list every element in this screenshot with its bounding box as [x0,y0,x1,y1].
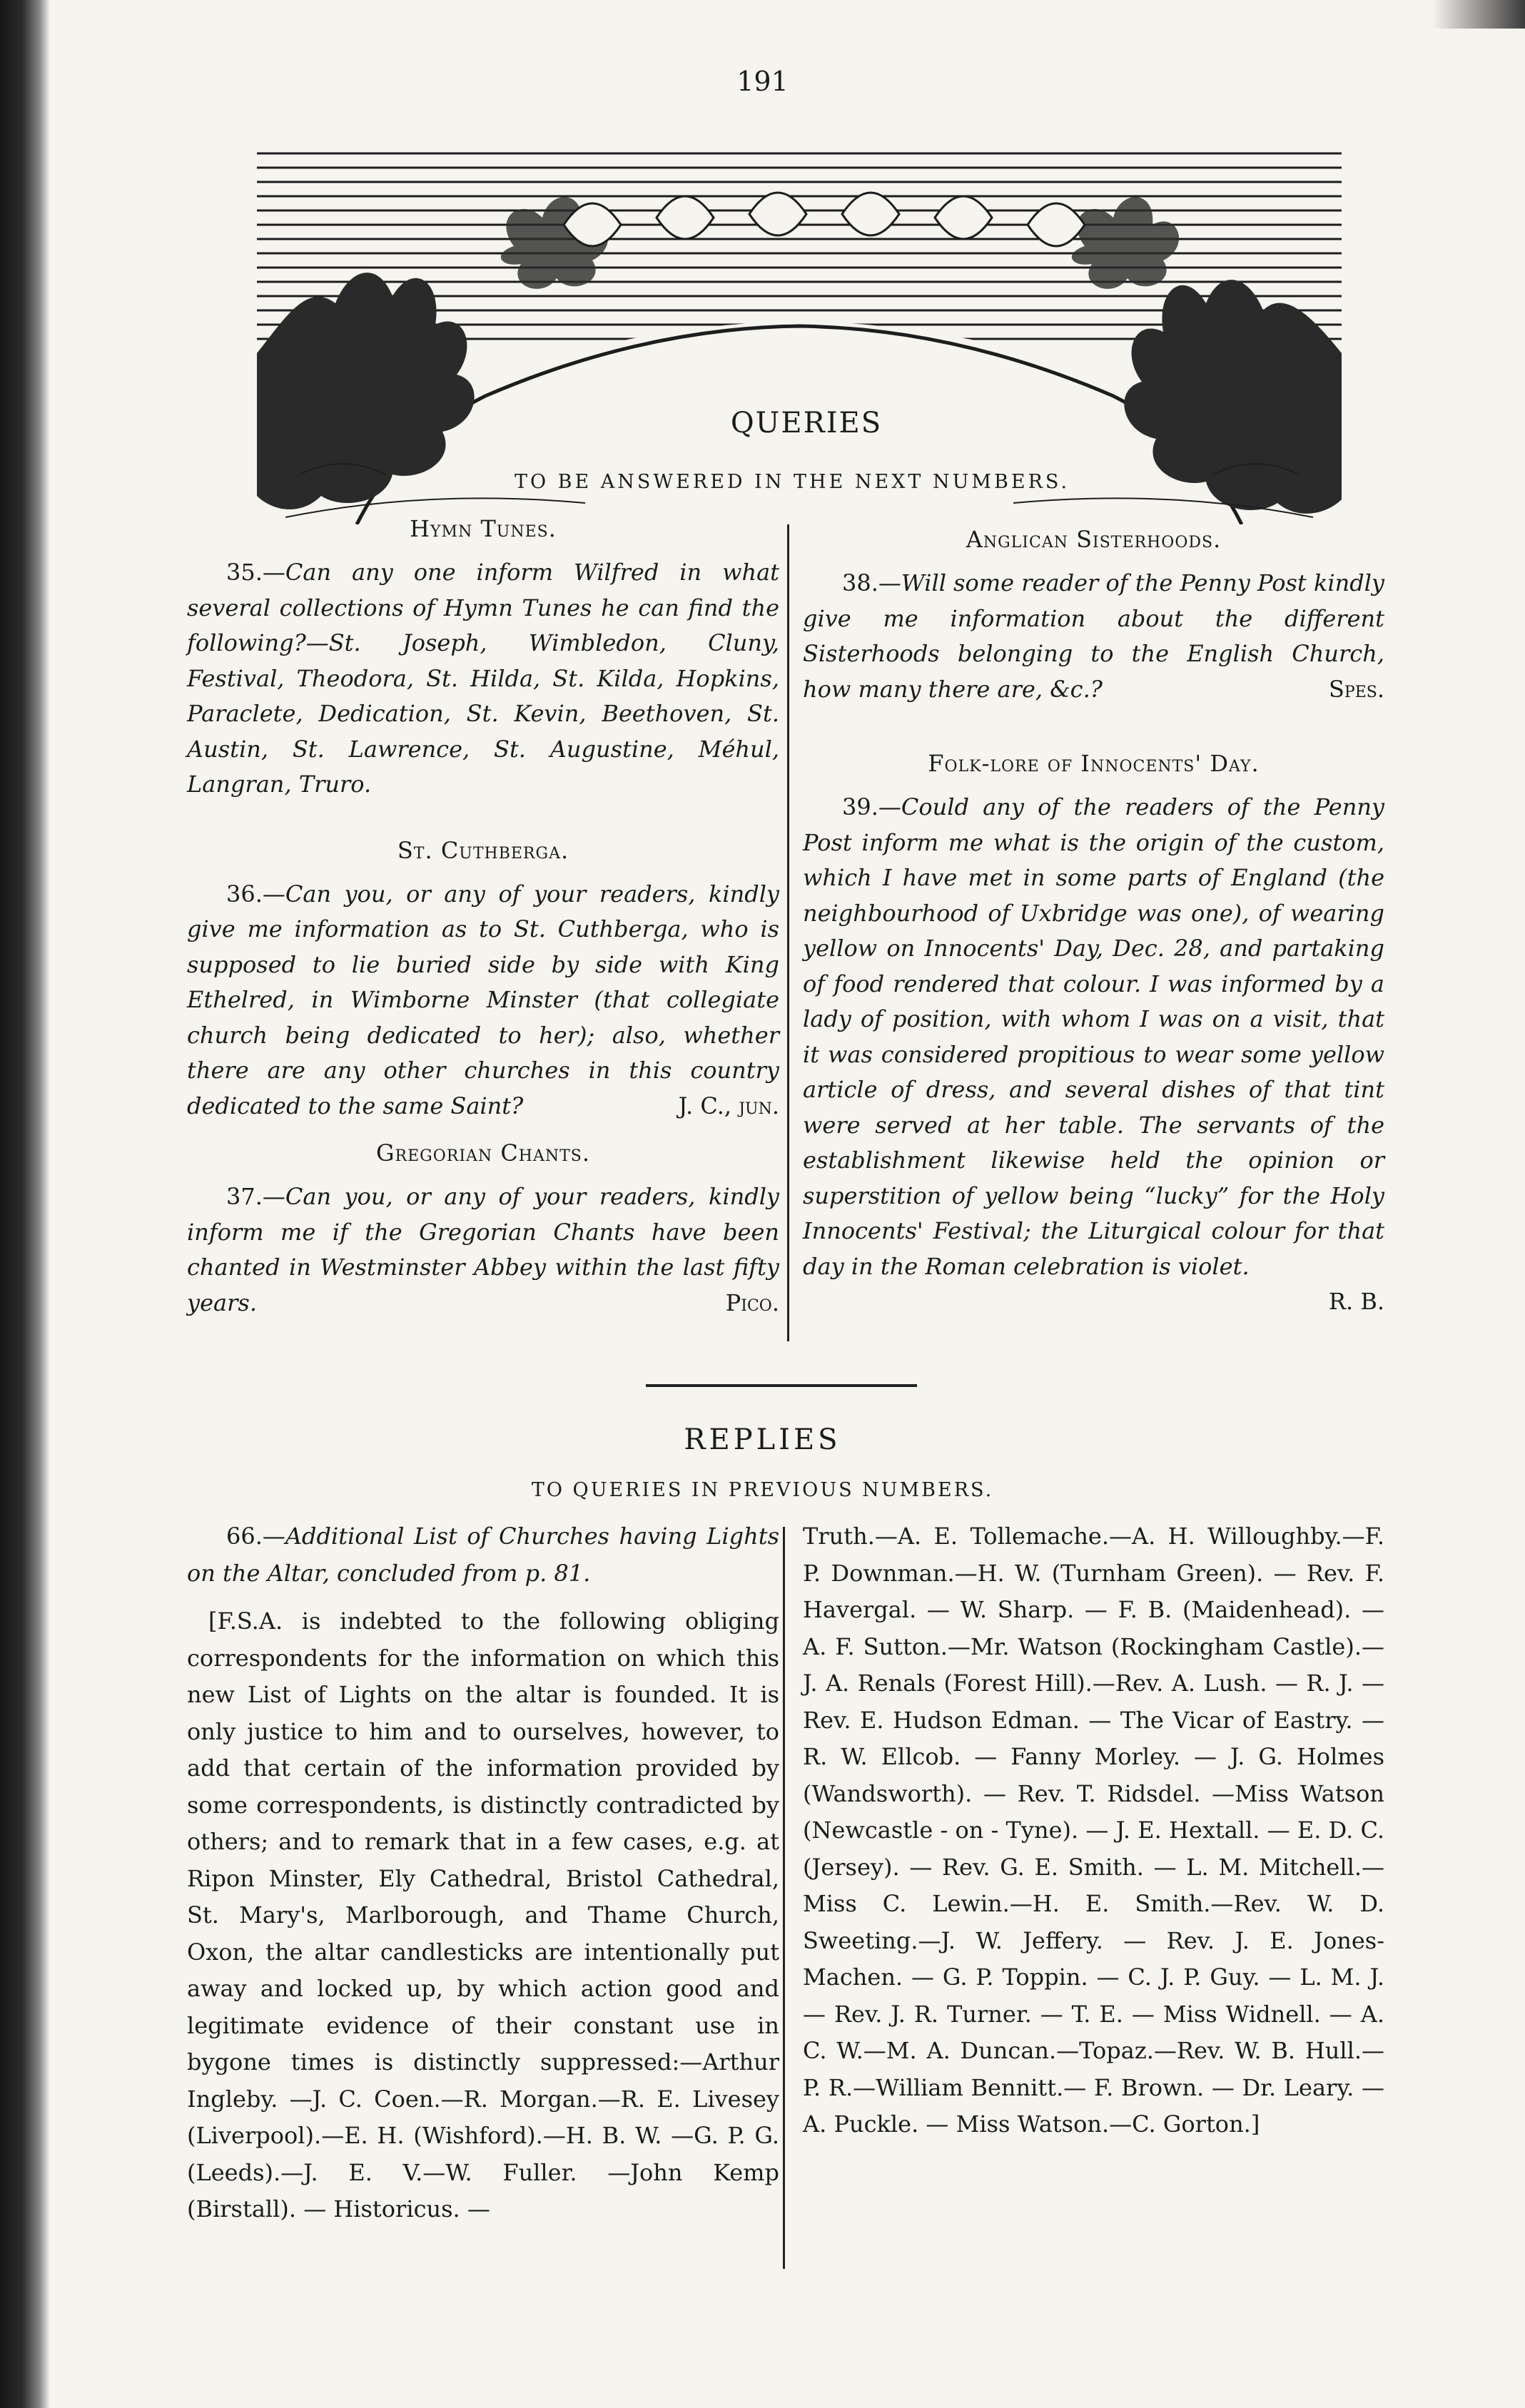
column-divider [787,524,789,1341]
query-number: 36.— [226,880,285,908]
column-divider [783,1527,785,2269]
query-signature: R. B. [1328,1288,1384,1315]
replies-left-column [187,1518,779,2228]
query-heading: Folk-lore of Innocents' Day. [928,750,1260,777]
query-39-text [803,790,1384,1284]
section-divider [646,1384,917,1387]
scan-edge-shadow [1432,0,1525,29]
query-signature: J. C., jun. [678,1092,779,1119]
query-signature: Pico. [725,1289,779,1316]
query-number: 38.— [842,569,901,596]
reply-66-body-left: [F.S.A. is indebted to the following obliging correspondents for the information on which this new List of Lights on the altar is founded. It is only justice to him and to ourselves, however, to add that certain of the information provided by some correspondents, is distinctly contradicted by others; and to remark that in a few cases, e.g. at Ripon Minster, Ely Cathedral, Bristol Cathedral, St. Mary's, Marlborough, and Thame Church, Oxon, the altar candlesticks are intentionally put away and locked up, by which action good and legitimate evidence of their constant use in bygone times is distinctly suppressed:—Arthur Ingleby. —J. C. Coen.—R. Morgan.—R. E. Livesey (Liverpool).—E. H. (Wishford).—H. B. W. —G. P. G. (Leeds).—J. E. V.—W. Fuller. —John Kemp (Birstall). — Historicus. — [187,1607,779,2222]
query-number: 39.— [842,793,901,821]
query-36-text [187,877,779,1124]
reply-66-heading [187,1518,779,1592]
reply-number: 66.— [226,1523,285,1550]
book-binding-shadow [0,0,50,2408]
reply-heading-text: Additional List of Churches having Lights on the Altar, concluded from p. 81. [187,1523,779,1587]
queries-banner-title: QUERIES [730,407,883,440]
query-number: 35.— [226,559,285,586]
queries-right-column [803,523,1384,1320]
replies-title: REPLIES [684,1423,841,1456]
query-body: Will some reader of the Penny Post kindly give me information about the different Sisterhoods belonging to the English Church, how many there are, &c.? [803,569,1384,703]
page-number: 191 [736,66,789,97]
query-signature: Spes. [1328,675,1384,703]
query-38-text [803,566,1384,707]
query-35-text [187,555,779,803]
query-body: Can any one inform Wilfred in what several collections of Hymn Tunes he can find the following?—St. Joseph, Wimbledon, Cluny, Festival, Theodora, St. Hilda, St. Kilda, Hopkins, Paraclete, Dedication, St. Kevin, Beethoven, St. Austin, St. Lawrence, St. Augustine, Méhul, Langran, Truro. [187,559,779,798]
queries-banner-subtitle: TO BE ANSWERED IN THE NEXT NUMBERS. [514,471,1070,493]
replies-subtitle: TO QUERIES IN PREVIOUS NUMBERS. [531,1479,994,1501]
query-heading: St. Cuthberga. [397,836,569,864]
query-heading: Hymn Tunes. [410,515,557,542]
query-heading: Anglican Sisterhoods. [966,526,1222,553]
reply-66-body-right: Truth.—A. E. Tollemache.—A. H. Willoughby.—F. P. Downman.—H. W. (Turnham Green). — Rev. F. Havergal. — W. Sharp. — F. B. (Maidenhead). — A. F. Sutton.—Mr. Watson (Rockingham Castle).— J. A. Renals (Forest Hill).—Rev. A. Lush. — R. J. — Rev. E. Hudson Edman. — The Vicar of Eastry. — R. W. Ellcob. — Fanny Morley. — J. G. Holmes (Wandsworth). — Rev. T. Ridsdel. —Miss Watson (Newcastle - on - Tyne). — J. E. Hextall. — E. D. C. (Jersey). — Rev. G. E. Smith. — L. M. Mitchell.—Miss C. Lewin.—H. E. Smith.—Rev. W. D. Sweeting.—J. W. Jeffery. — Rev. J. E. Jones-Machen. — G. P. Toppin. — C. J. P. Guy. — L. M. J. — Rev. J. R. Turner. — T. E. — Miss Widnell. — A. C. W.—M. A. Duncan.—Topaz.—Rev. W. B. Hull.—P. R.—William Bennitt.— F. Brown. — Dr. Leary. — A. Puckle. — Miss Watson.—C. Gorton.] [803,1523,1384,2138]
query-body: Could any of the readers of the Penny Post inform me what is the origin of the custom, which I have met in some parts of England (the neighbourhood of Uxbridge was one), of wearing yellow on Innocents' Day, Dec. 28, and partaking of food rendered that colour. I was informed by a lady of position, with whom I was on a visit, that it was considered propitious to wear some yellow article of dress, and several dishes of that tint were served at her table. The servants of the establishment likewise held the opinion or superstition of yellow being “lucky” for the Holy Innocents' Festival; the Liturgical colour for that day in the Roman celebration is violet. [803,793,1384,1280]
query-number: 37.— [226,1183,285,1210]
query-heading: Gregorian Chants. [375,1139,591,1167]
queries-left-column [187,512,779,1321]
query-body: Can you, or any of your readers, kindly give me information as to St. Cuthberga, who is supposed to lie buried side by side with King Ethelred, in Wimborne Minster (that collegiate church being dedicated to her); also, whether there are any other churches in this country dedicated to the same Saint? [187,880,779,1119]
replies-right-column [803,1518,1384,2143]
query-37-text [187,1179,779,1321]
engraved-banner-illustration [257,139,1342,524]
query-body: Can you, or any of your readers, kindly inform me if the Gregorian Chants have been chanted in Westminster Abbey within the last fifty years. [187,1183,779,1316]
